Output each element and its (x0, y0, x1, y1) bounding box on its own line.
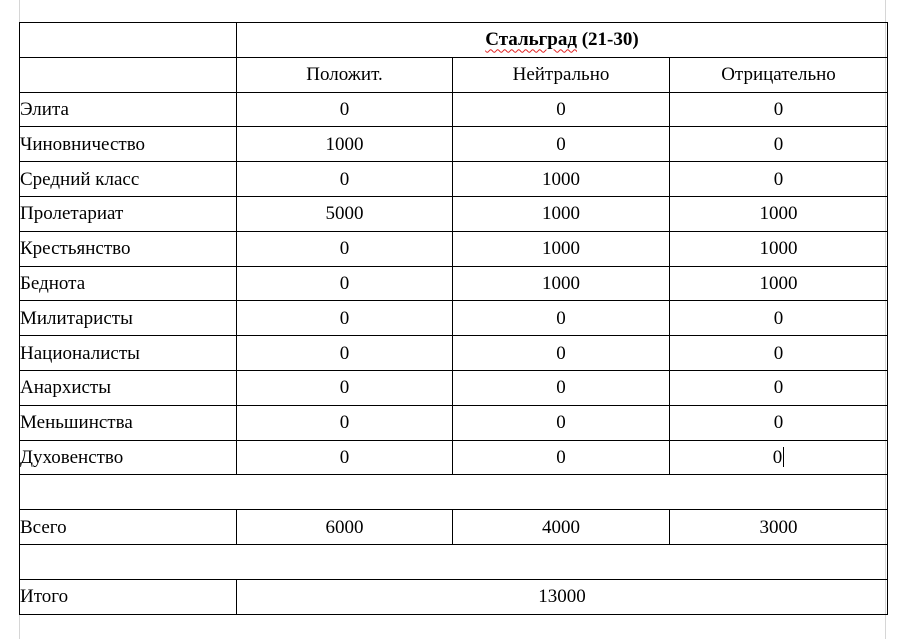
total-neutral[interactable]: 4000 (453, 510, 670, 545)
row-label[interactable]: Милитаристы (20, 301, 237, 336)
title-range: (21-30) (581, 29, 639, 51)
cell-negative[interactable]: 0 (670, 301, 888, 336)
title-blank-cell[interactable] (20, 23, 237, 58)
cell-negative[interactable]: 0 (670, 127, 888, 162)
table-row (20, 336, 888, 371)
cell-negative[interactable]: 1000 (670, 231, 888, 266)
cell-positive[interactable]: 0 (237, 266, 453, 301)
cell-neutral[interactable]: 0 (453, 301, 670, 336)
cell-positive[interactable]: 0 (237, 440, 453, 475)
cell-positive[interactable]: 0 (237, 301, 453, 336)
cell-neutral[interactable]: 0 (453, 336, 670, 371)
table-row (20, 162, 888, 197)
cell-neutral[interactable]: 0 (453, 405, 670, 440)
column-header-neutral[interactable]: Нейтрально (453, 57, 670, 92)
cell-negative[interactable]: 0 (670, 336, 888, 371)
table-row (20, 440, 888, 475)
cell-negative[interactable]: 1000 (670, 196, 888, 231)
cell-negative[interactable]: 1000 (670, 266, 888, 301)
total-negative[interactable]: 3000 (670, 510, 888, 545)
table-row (20, 196, 888, 231)
cell-positive[interactable]: 0 (237, 370, 453, 405)
spacer-cell[interactable] (20, 544, 888, 579)
spacer-cell[interactable] (20, 475, 888, 510)
header-row (20, 57, 888, 92)
total-label[interactable]: Всего (20, 510, 237, 545)
table-row (20, 405, 888, 440)
cell-neutral[interactable]: 0 (453, 92, 670, 127)
grand-total-label[interactable]: Итого (20, 579, 237, 614)
row-label[interactable]: Элита (20, 92, 237, 127)
cell-neutral[interactable]: 1000 (453, 266, 670, 301)
column-header-negative[interactable]: Отрицательно (670, 57, 888, 92)
table-row (20, 127, 888, 162)
cell-positive[interactable]: 5000 (237, 196, 453, 231)
row-label[interactable]: Пролетариат (20, 196, 237, 231)
cell-positive[interactable]: 0 (237, 336, 453, 371)
table-title[interactable] (237, 23, 888, 58)
column-header-positive[interactable]: Положит. (237, 57, 453, 92)
cell-positive[interactable]: 0 (237, 231, 453, 266)
header-blank-cell[interactable] (20, 57, 237, 92)
cell-negative[interactable]: 0 (670, 92, 888, 127)
grand-total-row (20, 579, 888, 614)
cell-neutral[interactable]: 0 (453, 370, 670, 405)
cell-negative[interactable]: 0 (670, 405, 888, 440)
title-city-word: Стальград (485, 29, 577, 51)
table-row (20, 266, 888, 301)
table-row (20, 92, 888, 127)
cell-negative-active[interactable] (670, 440, 888, 475)
row-label[interactable]: Беднота (20, 266, 237, 301)
spacer-row (20, 544, 888, 579)
table-row (20, 231, 888, 266)
grand-total-value[interactable]: 13000 (237, 579, 888, 614)
total-positive[interactable]: 6000 (237, 510, 453, 545)
row-label[interactable]: Средний класс (20, 162, 237, 197)
row-label[interactable]: Чиновничество (20, 127, 237, 162)
table-row (20, 301, 888, 336)
cell-neutral[interactable]: 1000 (453, 162, 670, 197)
row-label[interactable]: Анархисты (20, 370, 237, 405)
spacer-row (20, 475, 888, 510)
table-row (20, 370, 888, 405)
row-label[interactable]: Националисты (20, 336, 237, 371)
row-label[interactable]: Крестьянство (20, 231, 237, 266)
cell-positive[interactable]: 0 (237, 405, 453, 440)
cell-negative[interactable]: 0 (670, 370, 888, 405)
cell-positive[interactable]: 0 (237, 92, 453, 127)
cell-neutral[interactable]: 1000 (453, 231, 670, 266)
cell-positive[interactable]: 1000 (237, 127, 453, 162)
row-label[interactable]: Духовенство (20, 440, 237, 475)
title-row (20, 23, 888, 58)
cell-negative[interactable]: 0 (670, 162, 888, 197)
cell-neutral[interactable]: 0 (453, 127, 670, 162)
active-cell-value: 0 (772, 447, 783, 469)
row-label[interactable]: Меньшинства (20, 405, 237, 440)
cell-positive[interactable]: 0 (237, 162, 453, 197)
stalgrad-table (19, 22, 888, 615)
total-row (20, 510, 888, 545)
cell-neutral[interactable]: 0 (453, 440, 670, 475)
cell-neutral[interactable]: 1000 (453, 196, 670, 231)
text-cursor (783, 447, 784, 467)
